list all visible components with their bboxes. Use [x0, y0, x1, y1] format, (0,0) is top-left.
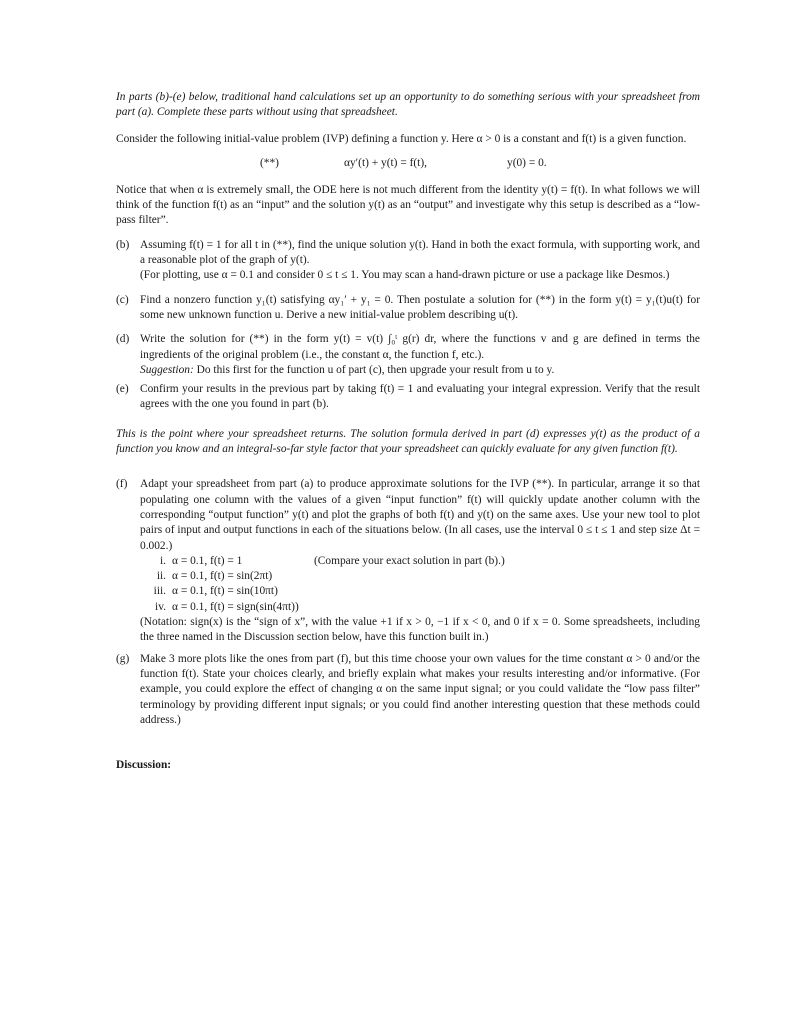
- part-g-text: Make 3 more plots like the ones from part (f), but this time choose your own values for the time constant α > 0 and/or the function f(t). State your choices clearly, and briefly explain what makes your results interesting and/or informative. (For example, you could explore the effect of changing α on the same input signal; or you could validate the “low pass filter” terminology by providing different input signals; or you could find another interesting question that these methods could address.): [140, 652, 700, 726]
- part-e-text: Confirm your results in the previous part by taking f(t) = 1 and evaluating your integral expression. Verify that the result agrees with the one you found in part (b).: [140, 383, 700, 411]
- part-b-label: (b): [116, 238, 130, 251]
- subitem: [116, 600, 700, 615]
- part-c-label: (c): [116, 293, 129, 306]
- intro-paragraph: In parts (b)-(e) below, traditional hand calculations set up an opportunity to do something serious with your spreadsheet from part (a). Complete these parts without using that spreadsheet.: [116, 91, 700, 119]
- part-f-notation: (Notation: sign(x) is the “sign of x”, with the value +1 if x > 0, −1 if x < 0, and 0 if x = 0. Some spreadsheets, including the three named in the Discussion section below, have this function built in.): [140, 616, 700, 644]
- subitem-text: α = 0.1, f(t) = sin(10πt): [172, 585, 278, 598]
- part-e: [116, 382, 700, 413]
- part-g-label: (g): [116, 652, 130, 665]
- part-e-label: (e): [116, 383, 129, 396]
- part-d-label: (d): [116, 333, 130, 346]
- suggestion-label: Suggestion:: [140, 363, 194, 376]
- subitem-note: (Compare your exact solution in part (b).): [314, 554, 505, 567]
- part-g: [116, 652, 700, 728]
- suggestion-text: Do this first for the function u of part (c), then upgrade your result from u to y.: [193, 363, 555, 376]
- ivp-equation: [116, 156, 700, 172]
- part-d: [116, 332, 700, 378]
- notice-paragraph: Notice that when α is extremely small, the ODE here is not much different from the identity y(t) = f(t). In what follows we will think of the function f(t) as an “input” and the solution y(t) as an “output” and investigate why this setup is described as a “low-pass filter”.: [116, 183, 700, 227]
- equation-initial-condition: y(0) = 0.: [507, 156, 547, 169]
- subitem: [116, 584, 700, 599]
- part-f: [116, 477, 700, 645]
- part-f-label: (f): [116, 478, 128, 491]
- part-f-subitems: [116, 554, 700, 615]
- part-b-plot-note: (For plotting, use α = 0.1 and consider 0 ≤ t ≤ 1. You may scan a hand-drawn picture or use a package like Desmos.): [140, 269, 670, 282]
- subitem-text: α = 0.1, f(t) = sign(sin(4πt)): [172, 600, 299, 613]
- consider-paragraph: Consider the following initial-value problem (IVP) defining a function y. Here α > 0 is a constant and f(t) is a given function.: [116, 132, 687, 145]
- subitem: [116, 554, 700, 569]
- subitem-label: i.: [159, 554, 166, 567]
- subitem-label: ii.: [156, 570, 166, 583]
- subitem-label: iii.: [153, 585, 166, 598]
- subitem: [116, 569, 700, 584]
- part-d-suggestion: [140, 363, 700, 378]
- part-b-text: Assuming f(t) = 1 for all t in (**), find the unique solution y(t). Hand in both the exact formula, with supporting work, and a reasonable plot of the graph of y(t).: [140, 238, 700, 267]
- subitem-text: α = 0.1, f(t) = sin(2πt): [172, 570, 273, 583]
- discussion-heading: Discussion:: [116, 759, 172, 772]
- subitem-label: iv.: [155, 600, 166, 613]
- subitem-text: α = 0.1, f(t) = 1: [172, 554, 243, 567]
- part-c: [116, 293, 700, 324]
- part-f-text: Adapt your spreadsheet from part (a) to produce approximate solutions for the IVP (**). In particular, arrange it so that populating one column with the values of a given “input function” f(t) will quickly update another column with the corresponding “output function” y(t) and plot the graphs of both f(t) and y(t) on the same axes. Use your new tool to plot pairs of input and output functions in each of the situations below. (In all cases, use the interval 0 ≤ t ≤ 1 and step size Δt = 0.002.): [140, 478, 700, 552]
- part-b: [116, 238, 700, 284]
- interlude-paragraph: This is the point where your spreadsheet returns. The solution formula derived in part (d) expresses y(t) as the product of a function you know and an integral-so-far style factor that your spreadsheet can quickly evaluate for any given function f(t).: [116, 427, 700, 456]
- equation-ode: αy′(t) + y(t) = f(t),: [344, 156, 427, 169]
- document-page: [116, 90, 700, 773]
- part-c-text: Find a nonzero function y₁(t) satisfying αy₁′ + y₁ = 0. Then postulate a solution for (**) in the form y(t) = y₁(t)u(t) for some new unknown function u. Derive a new initial-value problem describing u(t).: [140, 293, 700, 321]
- equation-label: (**): [260, 156, 279, 169]
- part-d-text: Write the solution for (**) in the form y(t) = v(t) ∫₀ᵗ g(r) dr, where the functions v and g are defined in terms the ingredients of the original problem (i.e., the constant α, the function f, etc.).: [140, 333, 700, 361]
